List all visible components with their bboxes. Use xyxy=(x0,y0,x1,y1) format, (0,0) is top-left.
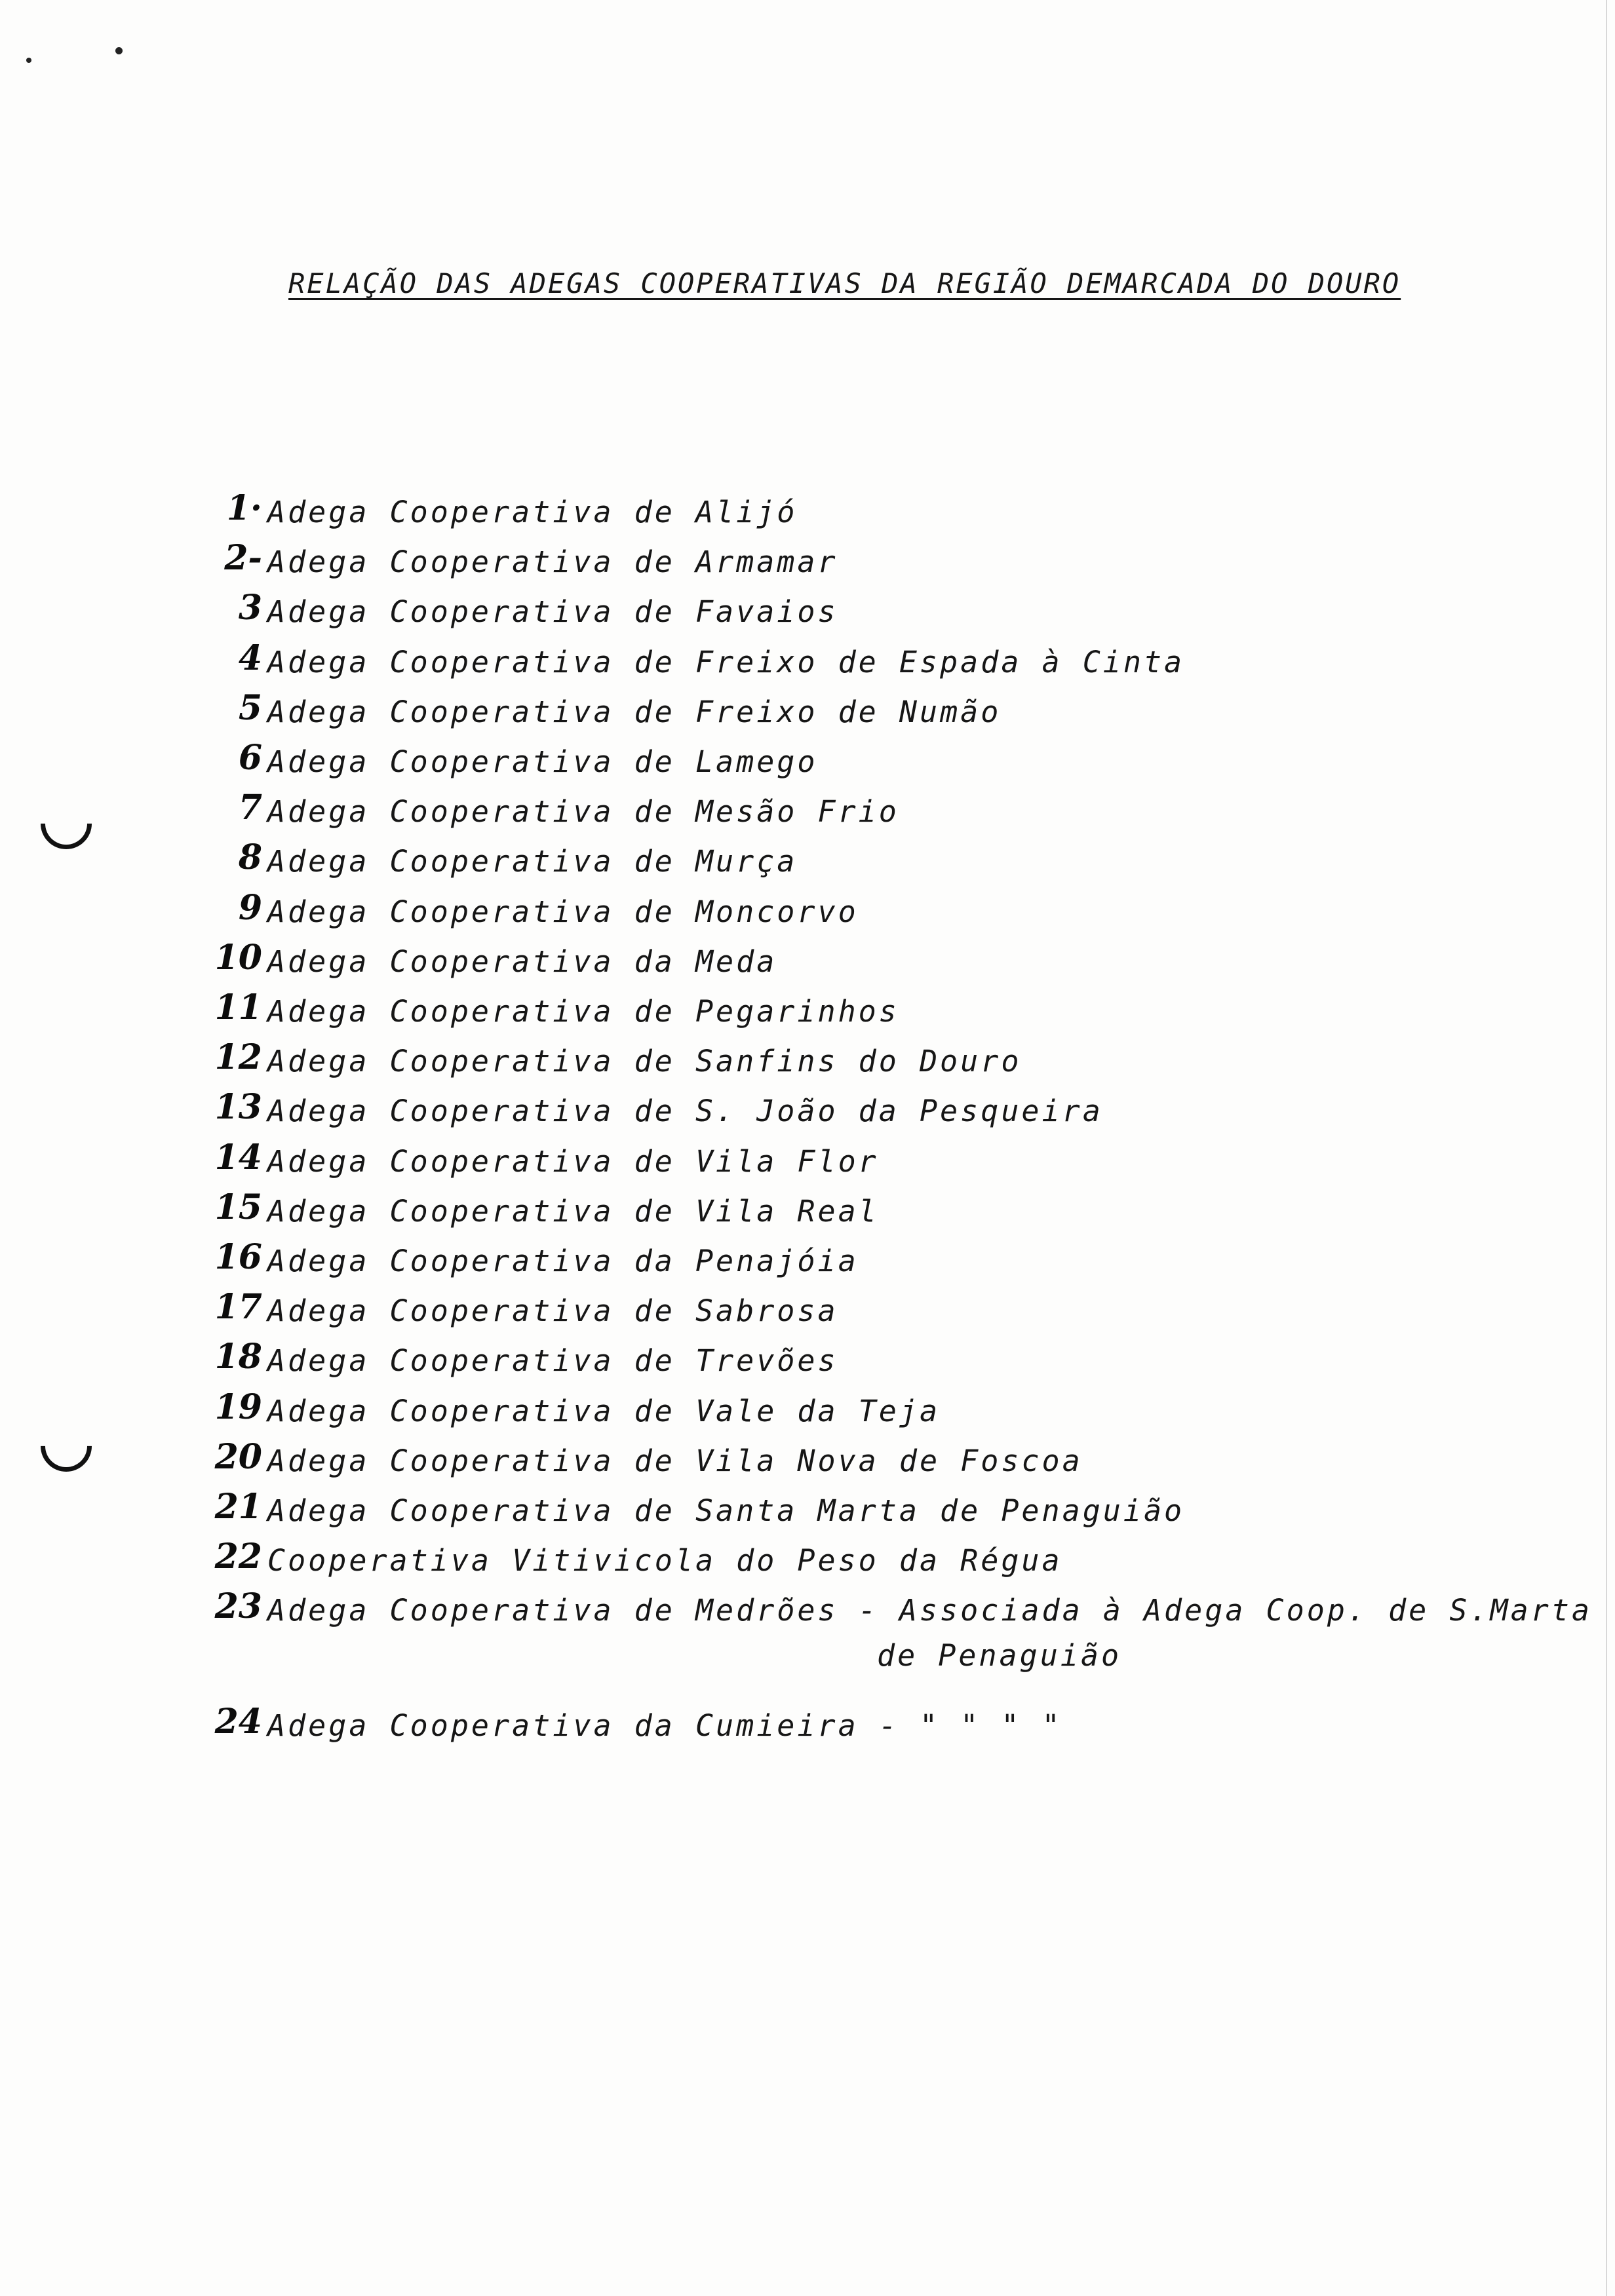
cooperative-name: Adega Cooperativa de Vila Flor xyxy=(267,1144,879,1179)
punch-hole-mark xyxy=(30,1410,102,1482)
cooperative-name: Adega Cooperativa de Vila Nova de Foscoa xyxy=(267,1444,1083,1478)
handwritten-number: 24 xyxy=(214,1702,262,1742)
handwritten-number: 5 xyxy=(238,688,262,728)
handwritten-number: 12 xyxy=(214,1037,262,1077)
cooperative-name: Adega Cooperativa de Sanfins do Douro xyxy=(267,1044,1022,1079)
cooperative-name: Adega Cooperativa de S. João da Pesqueira xyxy=(267,1094,1103,1128)
cooperative-name: Adega Cooperativa de Lamego xyxy=(267,744,818,779)
handwritten-number: 17 xyxy=(214,1287,262,1327)
cooperative-name: Adega Cooperativa de Mesão Frio xyxy=(267,794,899,829)
handwritten-number: 3 xyxy=(238,588,262,628)
cooperative-name: Adega Cooperativa de Favaios xyxy=(267,594,838,629)
handwritten-number: 16 xyxy=(214,1237,262,1277)
cooperative-name: Adega Cooperativa da Meda xyxy=(267,944,777,979)
handwritten-number: 15 xyxy=(214,1187,262,1227)
handwritten-number: 23 xyxy=(214,1586,262,1626)
cooperative-name: Adega Cooperativa de Vila Real xyxy=(267,1194,879,1229)
cooperative-name: Adega Cooperativa de Freixo de Espada à Cinta xyxy=(267,645,1185,679)
handwritten-number: 20 xyxy=(214,1437,262,1477)
cooperative-name: Adega Cooperativa de Sabrosa xyxy=(267,1293,838,1328)
cooperative-name: Adega Cooperativa de Freixo de Numão xyxy=(267,695,1002,729)
cooperative-name: Adega Cooperativa da Penajóia xyxy=(267,1244,859,1278)
cooperative-name: Cooperativa Vitivicola do Peso da Régua xyxy=(267,1543,1062,1578)
handwritten-number: 19 xyxy=(214,1387,262,1427)
handwritten-number: 21 xyxy=(214,1487,262,1527)
cooperative-name: Adega Cooperativa de Moncorvo xyxy=(267,894,859,929)
handwritten-number: 14 xyxy=(214,1138,262,1177)
cooperative-name: Adega Cooperativa de Trevões xyxy=(267,1343,838,1378)
handwritten-number: 4 xyxy=(238,638,262,678)
handwritten-number: 2- xyxy=(224,538,262,578)
handwritten-number: 22 xyxy=(214,1537,262,1577)
handwritten-number: 6 xyxy=(238,738,262,778)
cooperative-name: Adega Cooperativa de Alijó xyxy=(267,495,798,529)
punch-hole-mark xyxy=(30,788,102,860)
cooperative-name: Adega Cooperativa de Vale da Teja xyxy=(267,1394,941,1428)
handwritten-number: 7 xyxy=(238,788,262,828)
scan-speck xyxy=(26,58,31,63)
cooperative-name: Adega Cooperativa de Murça xyxy=(267,844,798,879)
handwritten-number: 18 xyxy=(214,1337,262,1377)
cooperative-name: Adega Cooperativa de Armamar xyxy=(267,545,838,579)
cooperative-name: Adega Cooperativa da Cumieira - " " " " xyxy=(267,1708,1062,1743)
entry-23-continuation: de Penaguião xyxy=(877,1638,1122,1673)
document-title: RELAÇÃO DAS ADEGAS COOPERATIVAS DA REGIÃO DEMARCADA DO DOURO xyxy=(288,267,1401,299)
scan-edge-line xyxy=(1606,0,1607,2296)
cooperative-name: Adega Cooperativa de Pegarinhos xyxy=(267,994,899,1029)
handwritten-number: 11 xyxy=(214,987,262,1027)
handwritten-number: 1· xyxy=(226,488,262,528)
handwritten-number: 13 xyxy=(214,1087,262,1127)
handwritten-number: 10 xyxy=(214,938,262,978)
handwritten-number: 9 xyxy=(238,888,262,928)
cooperative-name: Adega Cooperativa de Santa Marta de Penaguião xyxy=(267,1493,1185,1528)
cooperative-name: Adega Cooperativa de Medrões - Associada à Adega Coop. de S.Marta xyxy=(267,1593,1592,1628)
handwritten-number: 8 xyxy=(238,837,262,877)
scan-speck xyxy=(115,47,123,54)
